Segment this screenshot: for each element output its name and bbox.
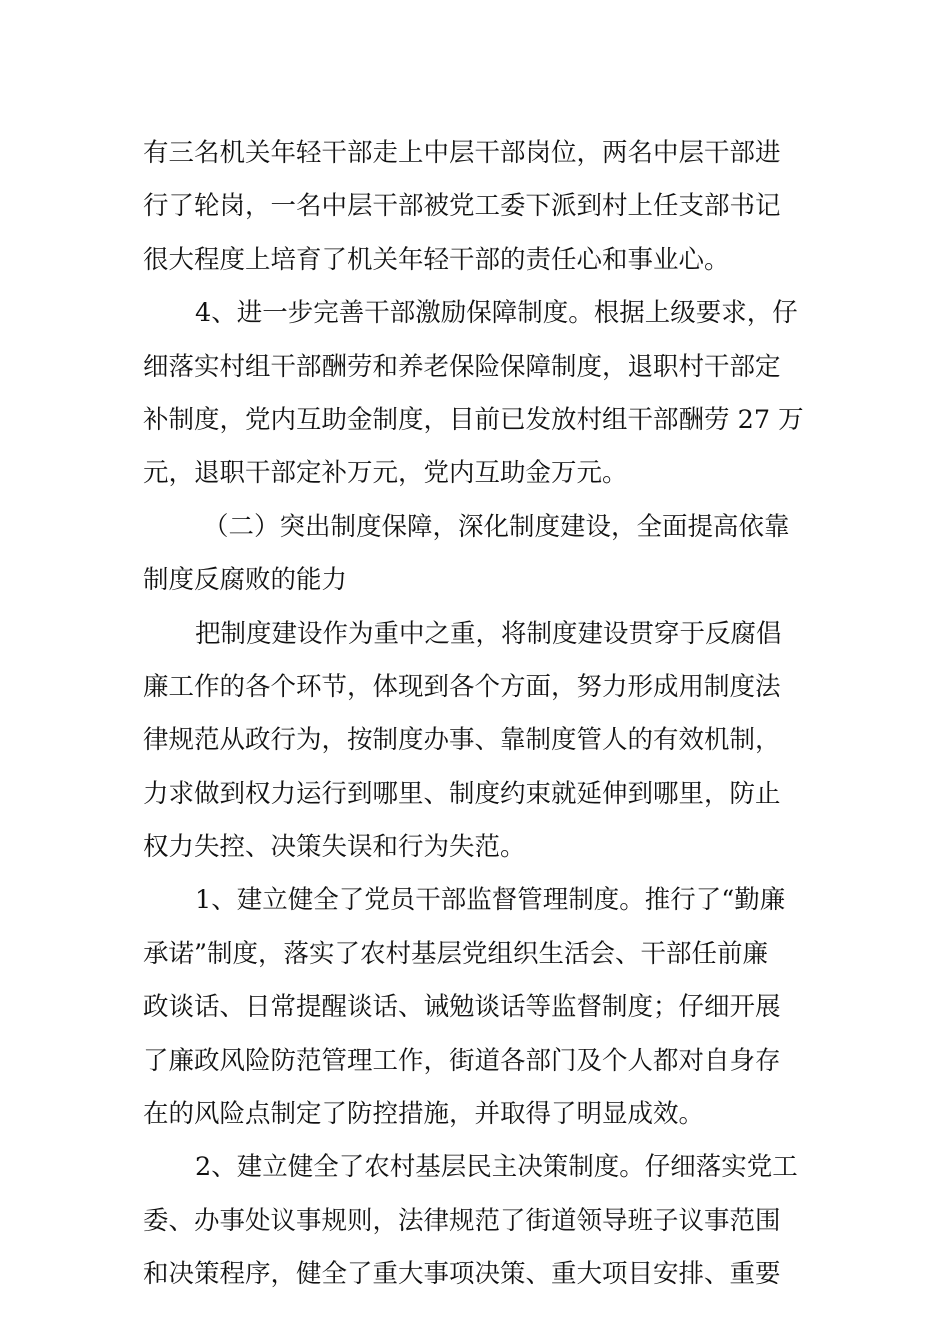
text-line: 细落实村组干部酬劳和养老保险保障制度，退职村干部定 xyxy=(143,351,781,382)
text-line: 有三名机关年轻干部走上中层干部岗位，两名中层干部进 xyxy=(143,138,781,168)
text-line: 把制度建设作为重中之重，将制度建设贯穿于反腐倡 xyxy=(195,618,782,649)
text-line: 权力失控、决策失误和行为失范。 xyxy=(143,832,526,863)
document-body xyxy=(143,127,813,1302)
text-line: 承诺”制度，落实了农村基层党组织生活会、干部任前廉 xyxy=(143,938,769,969)
text-line: 制度反腐败的能力 xyxy=(143,565,348,596)
text-line: 很大程度上培育了机关年轻干部的责任心和事业心。 xyxy=(143,244,730,275)
text-line: 力求做到权力运行到哪里、制度约束就延伸到哪里，防止 xyxy=(143,778,781,809)
text-line: 2、建立健全了农村基层民主决策制度。仔细落实党工 xyxy=(195,1152,798,1183)
text-line: 行了轮岗，一名中层干部被党工委下派到村上任支部书记 xyxy=(143,191,781,222)
text-line: 在的风险点制定了防控措施，并取得了明显成效。 xyxy=(143,1099,705,1130)
text-line: 律规范从政行为，按制度办事、靠制度管人的有效机制， xyxy=(143,725,781,756)
text-line: 和决策程序，健全了重大事项决策、重大项目安排、重要 xyxy=(143,1259,781,1290)
text-line: 廉工作的各个环节，体现到各个方面，努力形成用制度法 xyxy=(143,671,781,702)
text-line: 政谈话、日常提醒谈话、诫勉谈话等监督制度；仔细开展 xyxy=(143,992,781,1023)
section-heading-line: （二）突出制度保障，深化制度建设，全面提高依靠 xyxy=(203,511,790,542)
text-line: 补制度，党内互助金制度，目前已发放村组干部酬劳 27 万 xyxy=(143,404,804,435)
text-line: 4、进一步完善干部激励保障制度。根据上级要求，仔 xyxy=(195,298,798,329)
text-line: 委、办事处议事规则，法律规范了街道领导班子议事范围 xyxy=(143,1205,781,1236)
text-line: 1、建立健全了党员干部监督管理制度。推行了“勤廉 xyxy=(195,885,786,916)
text-line: 元，退职干部定补万元，党内互助金万元。 xyxy=(143,458,628,489)
text-line: 了廉政风险防范管理工作，街道各部门及个人都对自身存 xyxy=(143,1045,781,1076)
